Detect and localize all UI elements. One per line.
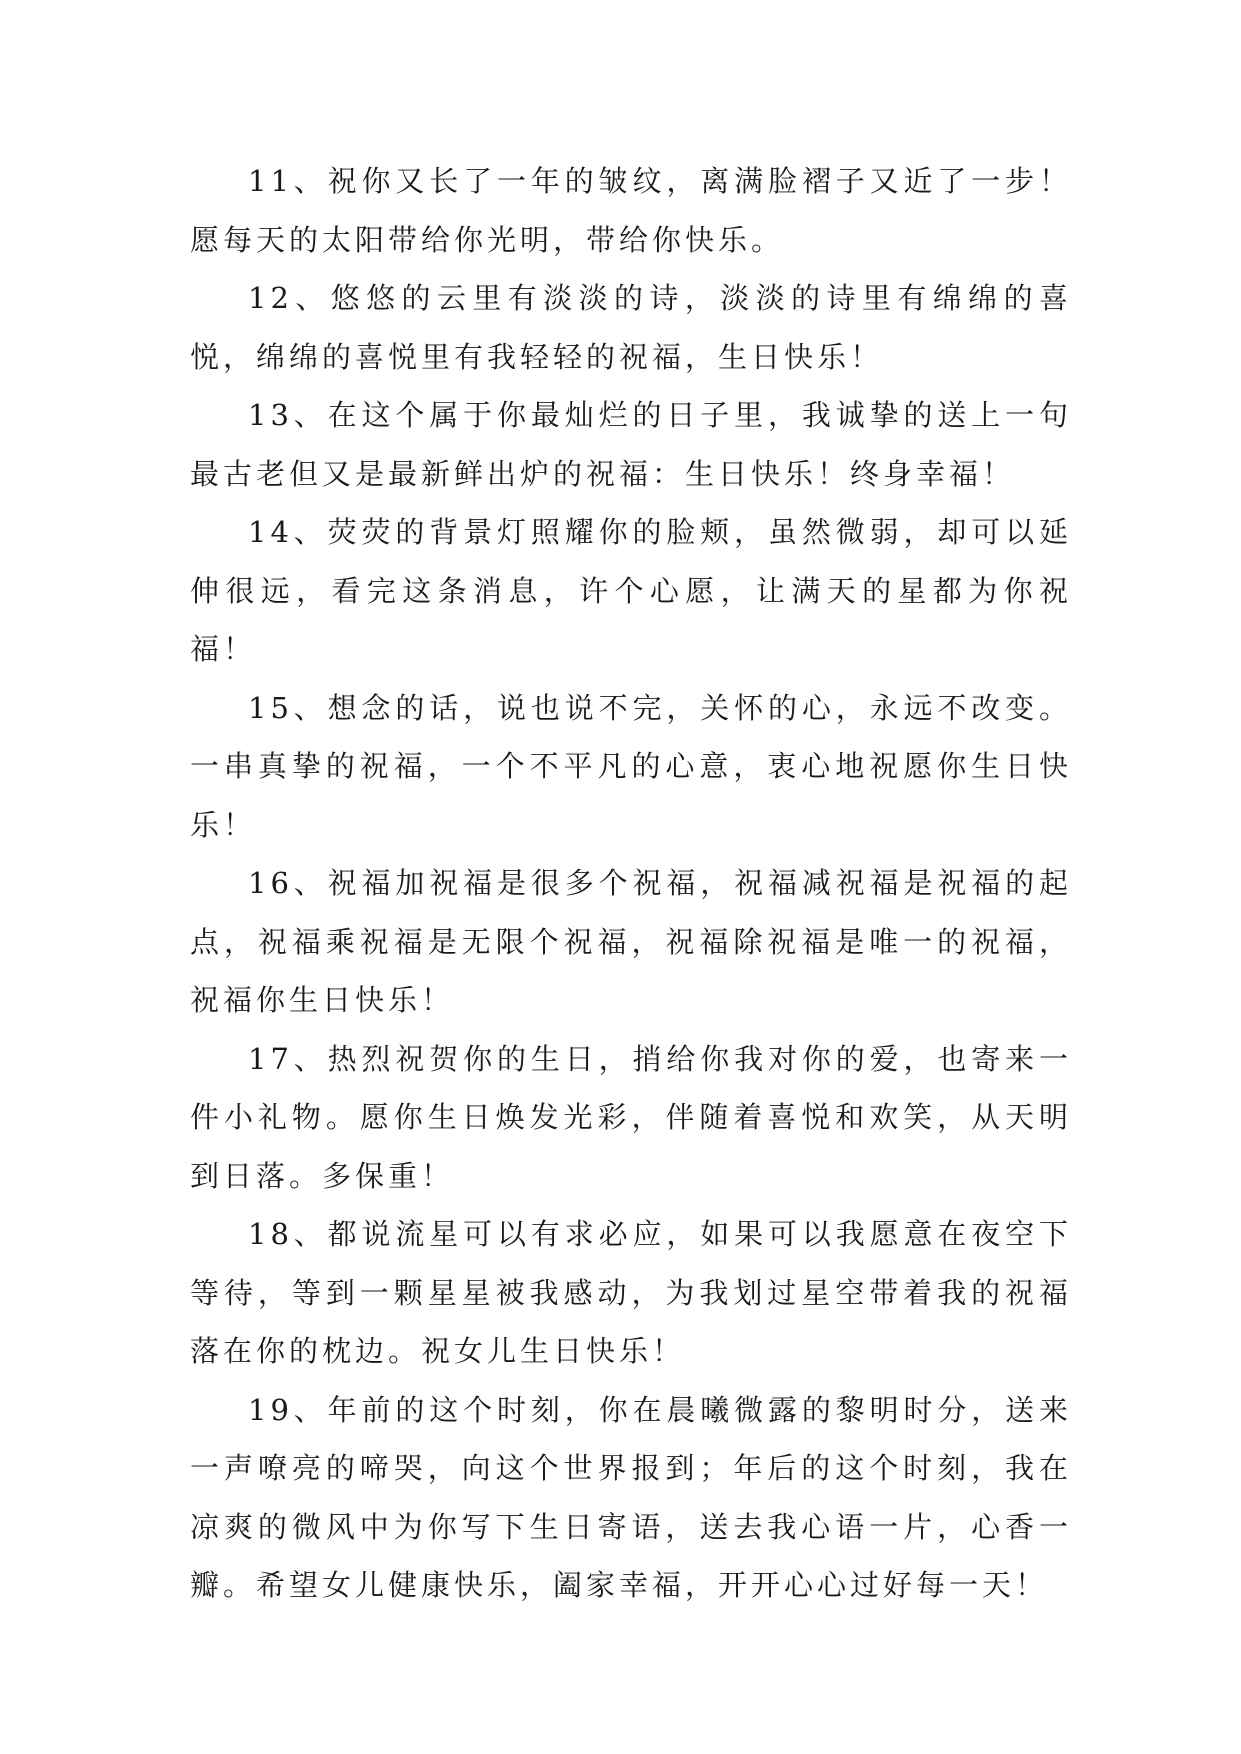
paragraph-18: 18、都说流星可以有求必应，如果可以我愿意在夜空下等待，等到一颗星星被我感动，为我划过星空带着我的祝福落在你的枕边。祝女儿生日快乐！ xyxy=(190,1217,1072,1368)
paragraph-16: 16、祝福加祝福是很多个祝福，祝福减祝福是祝福的起点，祝福乘祝福是无限个祝福，祝福除祝福是唯一的祝福，祝福你生日快乐！ xyxy=(190,866,1072,1017)
paragraph-19: 19、年前的这个时刻，你在晨曦微露的黎明时分，送来一声嘹亮的啼哭，向这个世界报到；年后的这个时刻，我在凉爽的微风中为你写下生日寄语，送去我心语一片，心香一瓣。希望女儿健康快乐，阖家幸福，开开心心过好每一天！ xyxy=(190,1392,1072,1602)
paragraph-17: 17、热烈祝贺你的生日，捎给你我对你的爱，也寄来一件小礼物。愿你生日焕发光彩，伴随着喜悦和欢笑，从天明到日落。多保重！ xyxy=(190,1041,1072,1193)
paragraph-15: 15、想念的话，说也说不完，关怀的心，永远不改变。一串真挚的祝福，一个不平凡的心意，衷心地祝愿你生日快乐！ xyxy=(190,690,1072,842)
paragraph-14: 14、荧荧的背景灯照耀你的脸颊，虽然微弱，却可以延伸很远，看完这条消息，许个心愿，让满天的星都为你祝福！ xyxy=(190,515,1072,666)
document-body xyxy=(190,152,1072,1615)
paragraph-11: 11、祝你又长了一年的皱纹，离满脸褶子又近了一步！愿每天的太阳带给你光明，带给你快乐。 xyxy=(190,164,1072,257)
paragraph-12: 12、悠悠的云里有淡淡的诗，淡淡的诗里有绵绵的喜悦，绵绵的喜悦里有我轻轻的祝福，生日快乐！ xyxy=(190,281,1072,374)
paragraph-13: 13、在这个属于你最灿烂的日子里，我诚挚的送上一句最古老但又是最新鲜出炉的祝福：生日快乐！终身幸福！ xyxy=(190,398,1072,491)
